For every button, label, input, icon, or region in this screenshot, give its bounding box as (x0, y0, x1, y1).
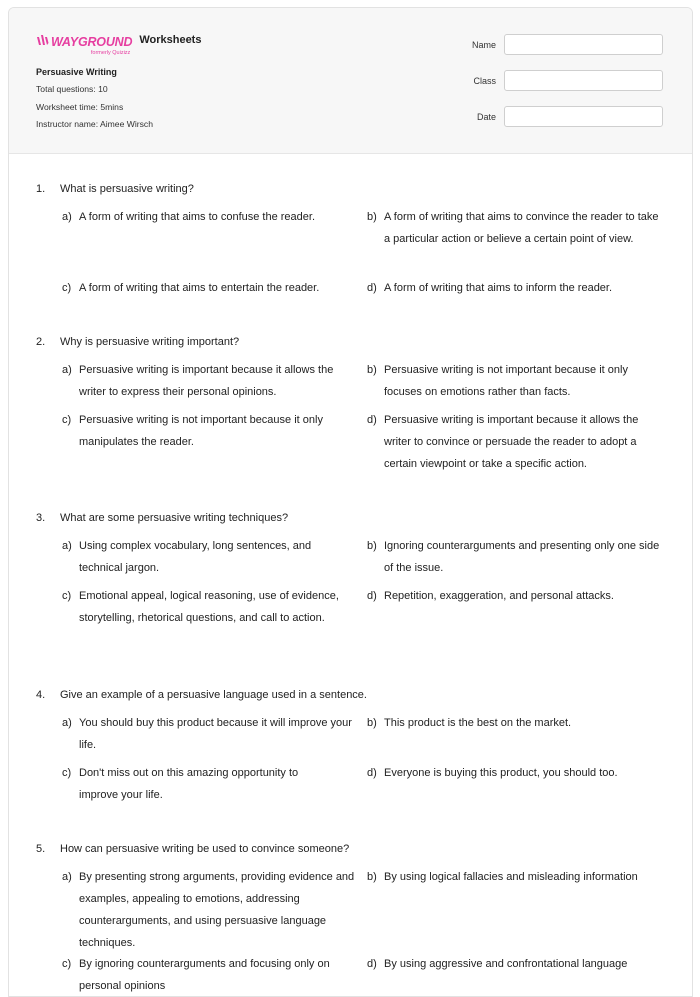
option-letter: c) (62, 414, 72, 426)
worksheet (8, 7, 693, 997)
option-letter: b) (367, 871, 377, 883)
option-b[interactable] (367, 535, 667, 579)
instructor-name: Instructor name: Aimee Wirsch (36, 119, 154, 129)
option-text: A form of writing that aims to entertain the reader. (79, 282, 320, 294)
option-text: By using aggressive and confrontational language (384, 958, 628, 970)
option-a[interactable] (62, 359, 362, 403)
option-letter: b) (367, 540, 377, 552)
question-number: 5. (36, 843, 46, 855)
option-letter: b) (367, 717, 377, 729)
option-letter: a) (62, 211, 72, 223)
option-d[interactable] (367, 277, 667, 299)
logo-subtext: formerly Quizizz (90, 50, 131, 56)
option-c[interactable] (62, 409, 357, 453)
option-b[interactable] (367, 866, 672, 888)
class-label: Class (473, 75, 496, 86)
option-c[interactable] (62, 762, 332, 806)
option-text: A form of writing that aims to convince the reader to take a particular action or believe a certain point of view. (384, 211, 659, 245)
option-letter: b) (367, 364, 377, 376)
date-label: Date (476, 111, 496, 122)
option-text: By presenting strong arguments, providing evidence and examples, appealing to emotions, addressing counterarguments, and using persuasive language techniques. (79, 871, 355, 949)
option-letter: a) (62, 871, 72, 883)
option-d[interactable] (367, 762, 667, 784)
question-number: 1. (36, 183, 46, 195)
option-text: Persuasive writing is not important because it only manipulates the reader. (79, 414, 323, 448)
name-field[interactable] (504, 34, 663, 55)
option-letter: d) (367, 282, 377, 294)
class-field-row (472, 70, 663, 91)
question-number: 4. (36, 689, 46, 701)
option-letter: d) (367, 767, 377, 779)
question-number: 3. (36, 512, 46, 524)
option-letter: c) (62, 282, 72, 294)
wayground-logo-icon (36, 33, 49, 51)
name-label: Name (471, 39, 496, 50)
option-text: A form of writing that aims to inform the reader. (384, 282, 613, 294)
total-questions: Total questions: 10 (36, 84, 108, 94)
wayground-logo (36, 33, 132, 56)
question-text: Give an example of a persuasive language used in a sentence. (60, 689, 367, 701)
option-text: Everyone is buying this product, you should too. (384, 767, 618, 779)
option-d[interactable] (367, 585, 667, 607)
product-title: Worksheets (139, 34, 202, 46)
option-letter: d) (367, 414, 377, 426)
logo-text: WAYGROUND (51, 35, 133, 49)
option-b[interactable] (367, 359, 667, 403)
question-text: What is persuasive writing? (60, 183, 194, 195)
option-letter: a) (62, 717, 72, 729)
option-text: Persuasive writing is important because it allows the writer to express their personal opinions. (79, 364, 334, 398)
option-b[interactable] (367, 206, 667, 250)
option-a[interactable] (62, 206, 357, 228)
option-letter: a) (62, 540, 72, 552)
question-number: 2. (36, 336, 46, 348)
option-c[interactable] (62, 953, 362, 997)
option-text: Repetition, exaggeration, and personal attacks. (384, 590, 614, 602)
option-a[interactable] (62, 712, 357, 756)
question-prompt (36, 842, 349, 856)
option-a[interactable] (62, 866, 362, 954)
date-field-row (472, 106, 663, 127)
worksheet-title: Persuasive Writing (36, 67, 117, 77)
option-text: Emotional appeal, logical reasoning, use of evidence, storytelling, rhetorical questions, and call to action. (79, 590, 339, 624)
option-text: Persuasive writing is not important because it only focuses on emotions rather than facts. (384, 364, 628, 398)
question-prompt (36, 511, 288, 525)
option-c[interactable] (62, 277, 357, 299)
option-b[interactable] (367, 712, 667, 734)
option-text: Persuasive writing is important because it allows the writer to convince or persuade the reader to adopt a certain viewpoint or take a specific action. (384, 414, 639, 470)
question-text: Why is persuasive writing important? (60, 336, 240, 348)
option-text: Using complex vocabulary, long sentences, and technical jargon. (79, 540, 312, 574)
date-field[interactable] (504, 106, 663, 127)
option-letter: c) (62, 767, 72, 779)
option-letter: a) (62, 364, 72, 376)
option-d[interactable] (367, 953, 672, 975)
option-text: Don't miss out on this amazing opportunity to improve your life. (79, 767, 299, 801)
option-letter: d) (367, 590, 377, 602)
option-text: You should buy this product because it will improve your life. (79, 717, 352, 751)
option-a[interactable] (62, 535, 352, 579)
option-text: This product is the best on the market. (384, 717, 572, 729)
option-c[interactable] (62, 585, 357, 629)
option-d[interactable] (367, 409, 667, 475)
worksheet-meta (36, 67, 153, 134)
worksheet-time: Worksheet time: 5mins (36, 101, 124, 112)
question-prompt (36, 688, 367, 702)
question-text: What are some persuasive writing techniques? (60, 512, 289, 524)
worksheet-header (9, 8, 692, 154)
question-prompt (36, 182, 194, 196)
question-text: How can persuasive writing be used to convince someone? (60, 843, 350, 855)
option-letter: d) (367, 958, 377, 970)
student-fields (472, 34, 663, 142)
option-text: A form of writing that aims to confuse the reader. (79, 211, 316, 223)
option-text: By ignoring counterarguments and focusing only on personal opinions (79, 958, 330, 992)
option-text: Ignoring counterarguments and presenting only one side of the issue. (384, 540, 660, 574)
option-letter: c) (62, 590, 72, 602)
option-text: By using logical fallacies and misleading information (384, 871, 638, 883)
question-prompt (36, 335, 239, 349)
class-field[interactable] (504, 70, 663, 91)
option-letter: b) (367, 211, 377, 223)
brand (36, 33, 201, 56)
name-field-row (472, 34, 663, 55)
option-letter: c) (62, 958, 72, 970)
